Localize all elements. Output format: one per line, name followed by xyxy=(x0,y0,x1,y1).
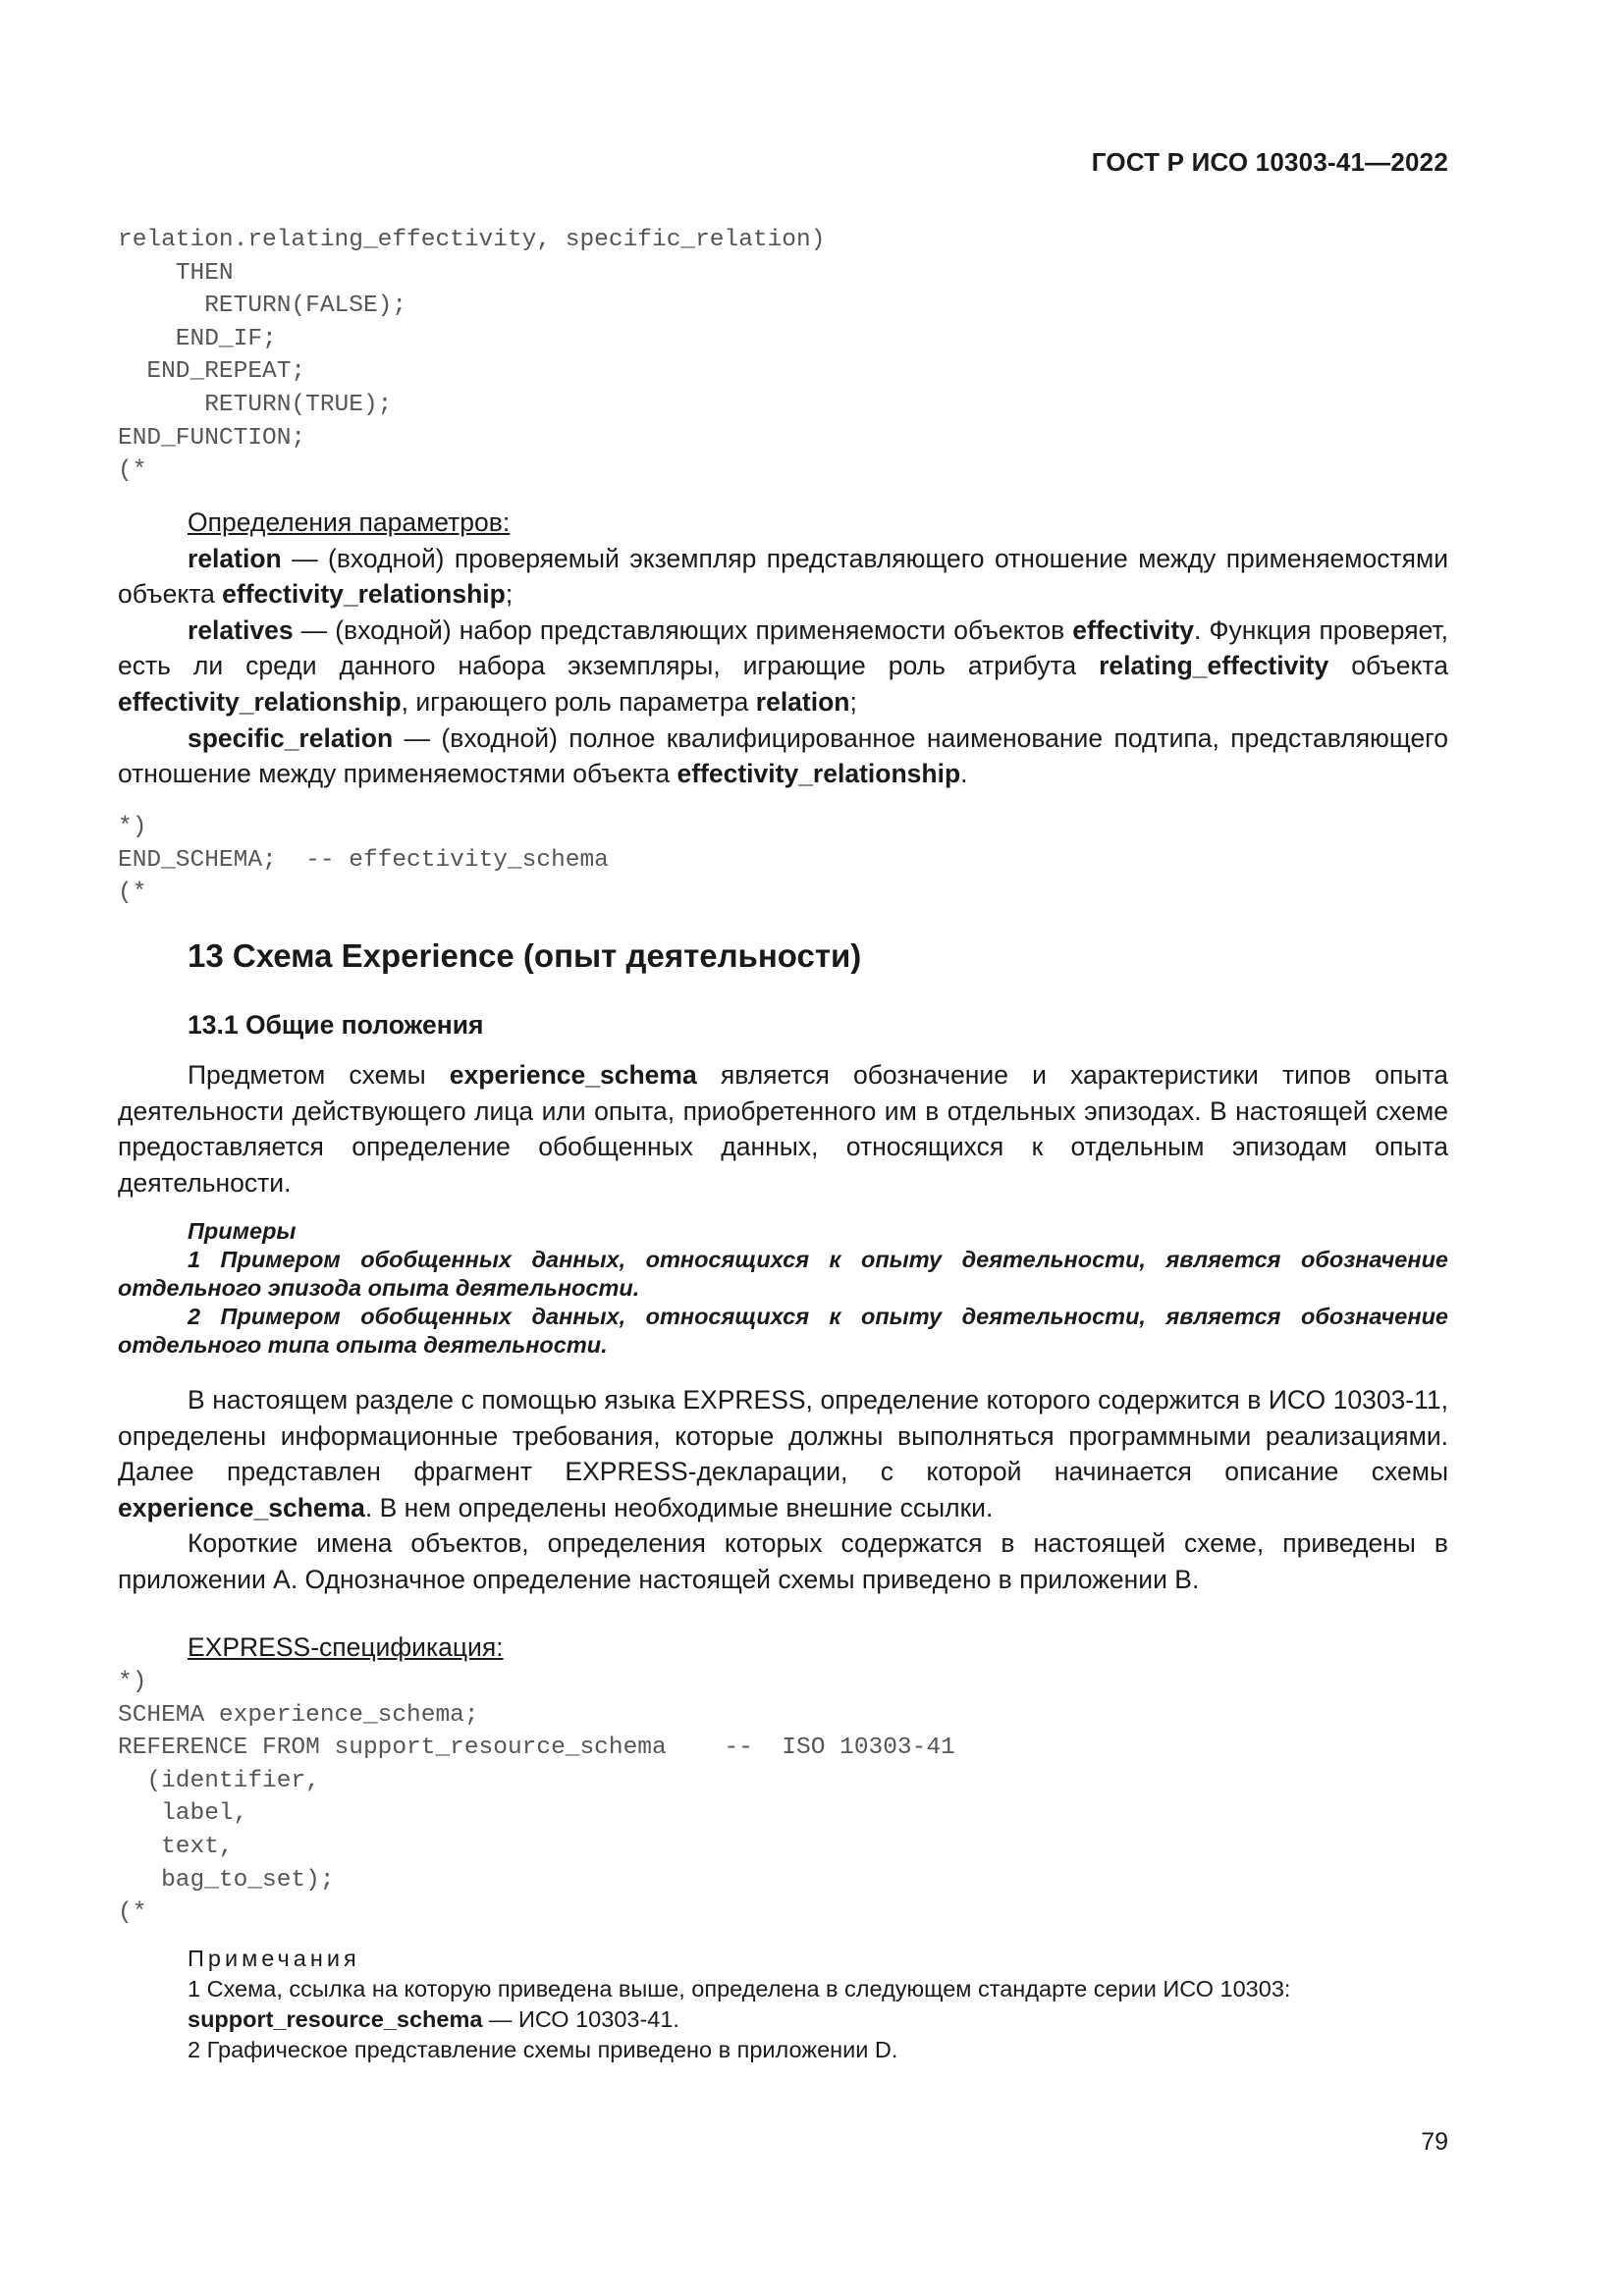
code-block-top xyxy=(118,224,1448,488)
code-line: (* xyxy=(118,1899,147,1927)
examples-heading: Примеры xyxy=(188,1218,297,1244)
code-line: *) xyxy=(118,814,147,840)
param-relatives: relatives — (входной) набор представляющих применяемости объектов effectivity. Функция проверяет, есть ли среди данного набора экземпляры, играющие роль атрибута relating_effectivity объекта effectivity_relationship, играющего роль параметра relation; xyxy=(118,614,1449,717)
notes-heading: Примечания xyxy=(188,1946,360,1971)
express-spec-heading: EXPRESS-спецификация: xyxy=(188,1632,504,1662)
code-line: text, xyxy=(118,1833,234,1860)
express-spec-heading-block xyxy=(118,1629,1448,1666)
code-line: *) xyxy=(118,1669,147,1695)
document-page xyxy=(118,0,1448,2296)
example-item: 1 Примером обобщенных данных, относящихся к опыту деятельности, является обозначение отдельного эпизода опыта деятельности. xyxy=(118,1247,1448,1301)
intro-paragraph: Предметом схемы experience_schema является обозначение и характеристики типов опыта деятельности действующего лица или опыта, приобретенного им в отдельных эпизодах. В настоящей схеме предоставляется определение обобщенных данных, относящихся к отдельным эпизодам опыта деятельности. xyxy=(118,1060,1448,1198)
section-heading-block xyxy=(118,937,1448,975)
code-line: (identifier, xyxy=(118,1767,320,1794)
notes-block xyxy=(118,1944,1518,2065)
section-intro xyxy=(118,1057,1448,1201)
short-names-paragraph: Короткие имена объектов, определения которых содержатся в настоящей схеме, приведены в приложении А. Однозначное определение настоящей схемы приведено в приложении В. xyxy=(118,1528,1448,1594)
code-line: RETURN(FALSE); xyxy=(118,293,407,320)
code-line: (* xyxy=(118,880,147,907)
document-header: ГОСТ Р ИСО 10303-41—2022 xyxy=(1091,147,1448,177)
express-description xyxy=(118,1382,1448,1598)
code-line: END_SCHEMA; -- effectivity_schema xyxy=(118,846,609,874)
code-block-mid xyxy=(118,811,1448,910)
code-line: relation.relating_effectivity, specific_relation) xyxy=(118,227,826,253)
parameter-definitions xyxy=(118,505,1448,792)
code-line: label, xyxy=(118,1800,248,1828)
example-item: 2 Примером обобщенных данных, относящихся к опыту деятельности, является обозначение отдельного типа опыта деятельности. xyxy=(118,1304,1448,1358)
note-item: 2 Графическое представление схемы приведено в приложении D. xyxy=(188,2037,898,2062)
param-relation: relation — (входной) проверяемый экземпляр представляющего отношение между применяемостями объекта effectivity_relationship; xyxy=(118,543,1448,610)
code-line: END_REPEAT; xyxy=(118,358,306,386)
page-number: 79 xyxy=(1421,2128,1448,2156)
express-paragraph: В настоящем разделе с помощью языка EXPRESS, определение которого содержится в ИСО 10303-11, определены информационные требования, которые должны выполняться программными реализациями. Далее представлен фрагмент EXPRESS-декларации, с которой начинается описание схемы experience_schema. В нем определены необходимые внешние ссылки. xyxy=(118,1385,1448,1522)
code-line: bag_to_set); xyxy=(118,1866,335,1894)
note-item: support_resource_schema — ИСО 10303-41. xyxy=(188,2006,679,2032)
subsection-heading-block xyxy=(118,1010,1448,1041)
note-item: 1 Схема, ссылка на которую приведена выше, определена в следующем стандарте серии ИСО 10303: xyxy=(188,1976,1291,2002)
code-line: REFERENCE FROM support_resource_schema -- ISO 10303-41 xyxy=(118,1735,955,1762)
code-block-bottom xyxy=(118,1666,1448,1930)
params-heading: Определения параметров: xyxy=(188,507,511,537)
subsection-title: 13.1 Общие положения xyxy=(188,1010,484,1040)
code-line: THEN xyxy=(118,259,234,287)
code-line: RETURN(TRUE); xyxy=(118,391,393,418)
param-specific-relation: specific_relation — (входной) полное квалифицированное наименование подтипа, представляющего отношение между применяемостями объекта effectivity_relationship. xyxy=(118,722,1448,789)
section-title: 13 Схема Experience (опыт деятельности) xyxy=(188,937,862,974)
examples-block xyxy=(118,1217,1448,1360)
code-line: END_IF; xyxy=(118,325,277,352)
code-line: SCHEMA experience_schema; xyxy=(118,1701,479,1729)
code-line: END_FUNCTION; xyxy=(118,424,306,452)
code-line: (* xyxy=(118,457,147,485)
